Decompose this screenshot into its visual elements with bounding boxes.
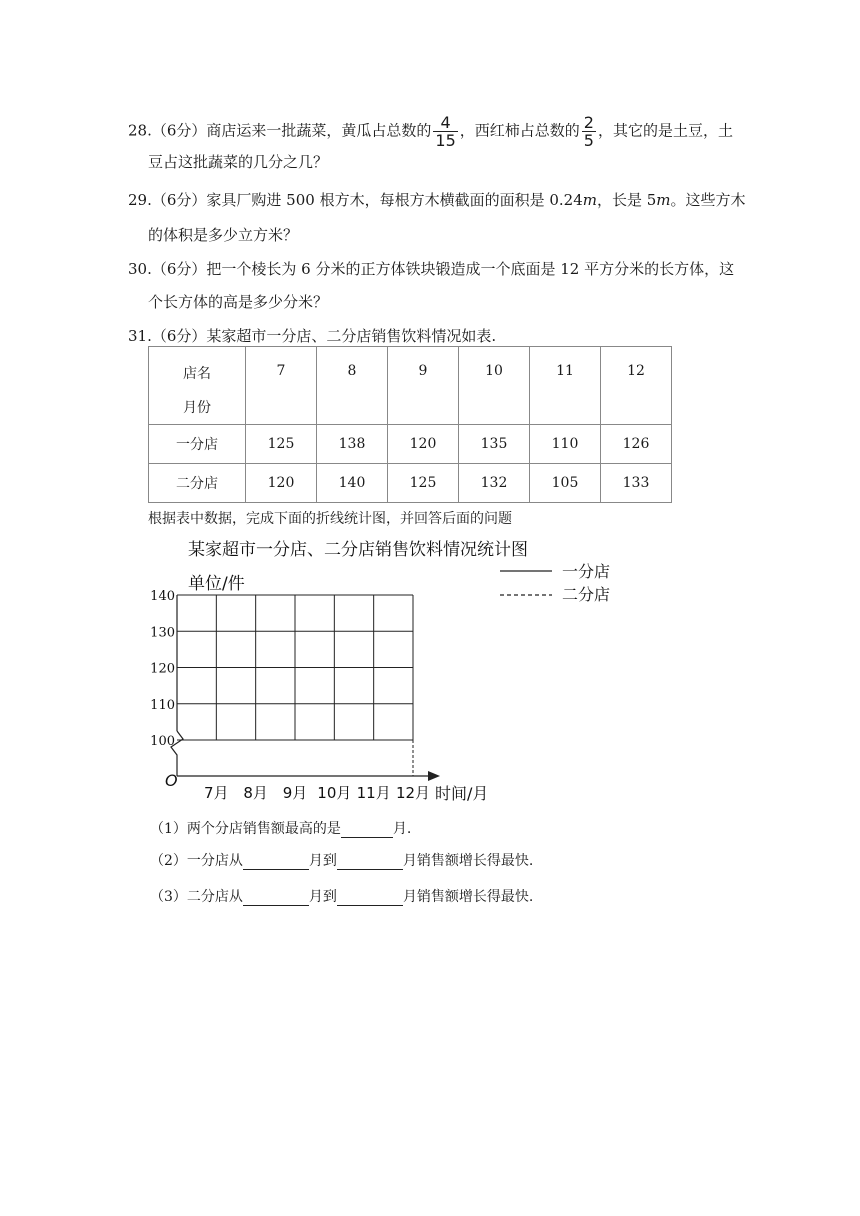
table-header-row	[149, 347, 672, 425]
y-tick-label: 130	[150, 625, 175, 641]
legend-label-store2: 二分店	[562, 585, 611, 604]
value-cell: 120	[388, 425, 459, 464]
y-tick-label: 120	[150, 661, 175, 677]
x-axis-arrow-icon	[428, 771, 440, 781]
legend-label-store1: 一分店	[562, 562, 611, 581]
value-cell: 125	[246, 425, 317, 464]
question-28-line2: 豆占这批蔬菜的几分之几？	[148, 153, 329, 171]
y-tick-label: 100	[150, 734, 175, 749]
line-chart	[150, 533, 620, 808]
table-corner-cell: 店名 月份	[149, 347, 246, 425]
fraction-4-15: $\frac{4}{15}$	[435, 113, 456, 150]
x-tick-label: 12月	[395, 784, 431, 802]
x-tick-label: 8月	[243, 784, 268, 802]
store-name-cell: 一分店	[149, 425, 246, 464]
fraction-2-5: $\frac{2}{5}$	[583, 113, 594, 150]
question-29-line2: 的体积是多少立方米？	[148, 226, 299, 244]
month-header: 12	[601, 347, 672, 425]
answer-blank[interactable]	[337, 889, 403, 906]
value-cell: 132	[459, 464, 530, 503]
x-tick-label: 7月	[204, 784, 229, 802]
chart-grid	[177, 595, 413, 740]
answer-blank[interactable]	[337, 853, 403, 870]
answer-blank[interactable]	[341, 821, 393, 838]
store-name-cell: 二分店	[149, 464, 246, 503]
value-cell: 138	[317, 425, 388, 464]
question-30-line2: 个长方体的高是多少分米？	[148, 293, 329, 311]
y-axis-label: 单位/件	[188, 574, 245, 594]
value-cell: 125	[388, 464, 459, 503]
sales-table	[148, 346, 672, 503]
value-cell: 140	[317, 464, 388, 503]
q28-text-c: ，其它的是土豆，土	[597, 121, 733, 140]
table-row	[149, 464, 672, 503]
value-cell: 126	[601, 425, 672, 464]
y-tick-labels	[150, 589, 175, 749]
answer-blank[interactable]	[243, 853, 309, 870]
value-cell: 110	[530, 425, 601, 464]
x-axis-label: 时间/月	[435, 784, 489, 803]
month-header: 10	[459, 347, 530, 425]
question-28-line1	[128, 114, 733, 149]
month-header: 9	[388, 347, 459, 425]
question-29-line1: 29.（6分）家具厂购进 500 根方木，每根方木横截面的面积是 0.24m，长是 5m。这些方木	[128, 191, 746, 209]
value-cell: 120	[246, 464, 317, 503]
month-header: 8	[317, 347, 388, 425]
month-header: 11	[530, 347, 601, 425]
table-row	[149, 425, 672, 464]
value-cell: 133	[601, 464, 672, 503]
x-tick-label: 10月	[317, 784, 352, 802]
month-header: 7	[246, 347, 317, 425]
question-30-line1: 30.（6分）把一个棱长为 6 分米的正方体铁块锻造成一个底面是 12 平方分米的长方体，这	[128, 260, 735, 278]
x-tick-label: 9月	[282, 784, 308, 802]
answer-blank[interactable]	[243, 889, 309, 906]
x-tick-label: 11月	[356, 784, 391, 802]
sub-question-2: （2）一分店从 月到 月销售额增长得最快.	[150, 853, 534, 869]
question-31-line1: 31.（6分）某家超市一分店、二分店销售饮料情况如表.	[128, 327, 497, 345]
y-tick-label: 110	[150, 697, 175, 713]
sub-question-3: （3）二分店从 月到 月销售额增长得最快.	[150, 889, 534, 905]
origin-label: O	[165, 771, 178, 790]
q28-text-b: ，西红柿占总数的	[459, 121, 580, 140]
sub-question-1: （1）两个分店销售额最高的是 月.	[150, 821, 412, 837]
value-cell: 105	[530, 464, 601, 503]
x-tick-labels	[204, 784, 430, 802]
q28-text-a: 28.（6分）商店运来一批蔬菜，黄瓜占总数的	[128, 121, 432, 140]
instruction-text: 根据表中数据，完成下面的折线统计图，并回答后面的问题	[148, 511, 512, 527]
y-tick-label: 140	[150, 589, 175, 604]
value-cell: 135	[459, 425, 530, 464]
chart-title: 某家超市一分店、二分店销售饮料情况统计图	[188, 540, 528, 560]
